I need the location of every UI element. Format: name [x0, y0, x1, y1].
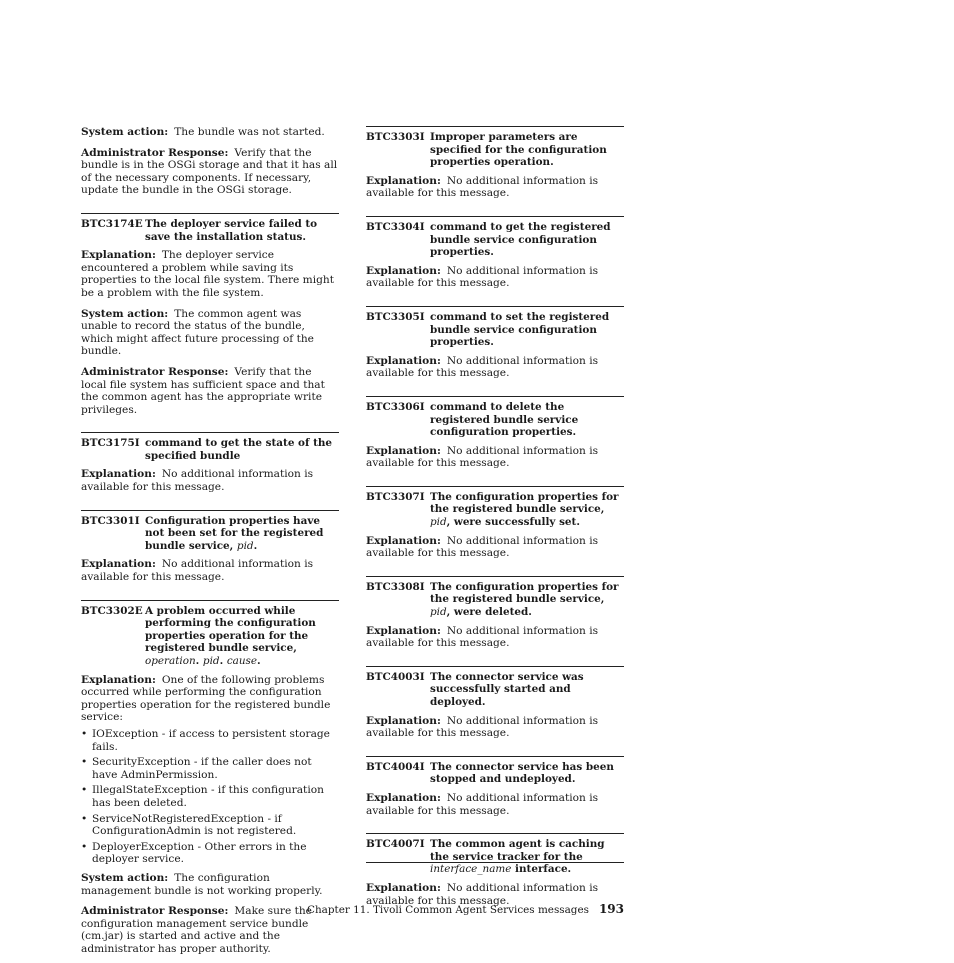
- title-variable: pid: [236, 539, 254, 552]
- message-title: The deployer service failed to save the installation status.: [145, 217, 318, 243]
- message-btc3175i: [81, 432, 339, 493]
- explanation: [366, 355, 624, 380]
- message-title: [430, 838, 624, 876]
- explanation-text: One of the following problems occurred while performing the configuration properties operation for the registered bundle service:: [81, 673, 331, 724]
- explanation-text: No additional information is available for this message.: [81, 558, 314, 584]
- explanation-label: Explanation:: [366, 714, 441, 727]
- explanation-label: Explanation:: [81, 558, 156, 571]
- admin-response-label: Administrator Response:: [81, 365, 229, 378]
- admin-response: [81, 366, 339, 416]
- message-btc3307i: [366, 486, 624, 560]
- message-id: BTC3304I: [366, 220, 425, 233]
- explanation: [81, 468, 339, 493]
- explanation: [366, 445, 624, 470]
- list-item: • ServiceNotRegisteredException - if ConfigurationAdmin is not registered.: [81, 813, 339, 838]
- explanation-text: No additional information is available for this message.: [366, 264, 599, 290]
- explanation: [366, 535, 624, 560]
- explanation-text: No additional information is available for this message.: [366, 881, 599, 907]
- title-text: Configuration properties have not been set for the registered bundle service,: [145, 514, 324, 552]
- list-item: • IOException - if access to persistent storage fails.: [81, 728, 339, 753]
- title-variable: pid: [430, 606, 447, 619]
- message-title: command to get the registered bundle service configuration properties.: [430, 220, 611, 259]
- message-title: The connector service has been stopped and undeployed.: [430, 760, 614, 786]
- message-id: BTC3306I: [366, 400, 425, 413]
- explanation-text: No additional information is available for this message.: [366, 624, 599, 650]
- message-id: BTC4007I: [366, 838, 425, 851]
- explanation: [366, 792, 624, 817]
- message-id: BTC4003I: [366, 670, 425, 683]
- message-id: BTC3302E: [81, 604, 143, 617]
- system-action-label: System action:: [81, 126, 169, 138]
- message-title: [430, 491, 624, 529]
- system-action: [81, 308, 339, 358]
- message-btc3308i: [366, 576, 624, 650]
- list-item: • IllegalStateException - if this configuration has been deleted.: [81, 784, 339, 809]
- page-number: 193: [598, 902, 624, 916]
- explanation: [81, 558, 339, 583]
- admin-response-label: Administrator Response:: [81, 905, 229, 918]
- explanation-text: No additional information is available for this message.: [366, 714, 599, 740]
- title-end: , were deleted.: [446, 606, 532, 619]
- system-action-label: System action:: [81, 307, 169, 320]
- title-text: The common agent is caching the service tracker for the: [430, 838, 605, 863]
- title-variable: pid: [430, 516, 447, 529]
- explanation-text: No additional information is available for this message.: [366, 354, 599, 380]
- title-variable: pid: [202, 655, 220, 667]
- message-id: BTC4004I: [366, 760, 425, 773]
- explanation: [366, 625, 624, 650]
- explanation: [366, 175, 624, 200]
- explanation-text: No additional information is available for this message.: [366, 791, 599, 817]
- message-btc3306i: [366, 396, 624, 470]
- system-action-label: System action:: [81, 871, 169, 884]
- explanation-label: Explanation:: [81, 673, 156, 686]
- right-column: [366, 126, 624, 915]
- explanation-text: No additional information is available for this message.: [366, 534, 599, 560]
- title-variable: interface_name: [430, 863, 512, 876]
- admin-response-label: Administrator Response:: [81, 146, 229, 159]
- system-action-text: The configuration management bundle is not working properly.: [81, 871, 323, 897]
- system-action-text: The common agent was unable to record the status of the bundle, which might affect future processing of the bundle.: [81, 307, 314, 358]
- title-variable: operation: [145, 655, 196, 667]
- message-id: BTC3303I: [366, 131, 425, 143]
- exception-list: [81, 728, 339, 866]
- explanation-label: Explanation:: [366, 444, 441, 457]
- message-title: command to set the registered bundle service configuration properties.: [430, 310, 610, 349]
- admin-response-text: Verify that the local file system has sufficient space and that the common agent has the appropriate write privileges.: [81, 365, 325, 416]
- message-btc3304i: [366, 216, 624, 290]
- message-id: BTC3175I: [81, 437, 140, 450]
- explanation-text: No additional information is available for this message.: [366, 174, 599, 200]
- message-title: [145, 515, 339, 553]
- system-action-text: The bundle was not started.: [174, 126, 325, 138]
- message-id: BTC3174E: [81, 217, 143, 230]
- chapter-title: Chapter 11. Tivoli Common Agent Services messages: [307, 904, 589, 916]
- list-item: • SecurityException - if the caller does not have AdminPermission.: [81, 756, 339, 781]
- title-text: A problem occurred while performing the configuration properties operation for the registered bundle service,: [145, 604, 316, 655]
- title-text: The configuration properties for the registered bundle service,: [430, 580, 619, 606]
- explanation-label: Explanation:: [366, 264, 441, 277]
- message-btc3305i: [366, 306, 624, 380]
- explanation: [81, 674, 339, 724]
- explanation-label: Explanation:: [81, 249, 156, 262]
- explanation-label: Explanation:: [366, 354, 441, 367]
- message-id: BTC3301I: [81, 514, 140, 527]
- message-id: BTC3308I: [366, 580, 425, 593]
- explanation-label: Explanation:: [366, 534, 441, 547]
- message-title: A problem occurred while performing the configuration properties operation for the registered bundle service, operation. pid. cause.: [145, 604, 316, 667]
- admin-response-text: Make sure the configuration management service bundle (cm.jar) is started and active and the administrator has proper authority.: [81, 905, 312, 955]
- message-btc3301i: [81, 510, 339, 584]
- admin-response-text: Verify that the bundle is in the OSGi storage and that it has all of the necessary components. If necessary, update the bundle in the OSGi storage.: [81, 146, 338, 197]
- explanation-label: Explanation:: [366, 624, 441, 637]
- message-btc4004i: [366, 756, 624, 817]
- left-column: [81, 126, 339, 963]
- explanation-label: Explanation:: [366, 174, 441, 187]
- message-btc4003i: [366, 666, 624, 740]
- system-action: [81, 126, 339, 139]
- explanation-text: No additional information is available for this message.: [81, 468, 314, 494]
- title-variable: cause: [226, 655, 258, 667]
- explanation-text: The deployer service encountered a problem while saving its properties to the local file system. There might be a problem with the file system.: [81, 249, 334, 299]
- explanation-text: No additional information is available for this message.: [366, 444, 599, 470]
- explanation-label: Explanation:: [366, 881, 441, 894]
- title-end: .: [253, 539, 258, 552]
- admin-response: [81, 147, 339, 197]
- explanation-label: Explanation:: [81, 468, 156, 481]
- message-title: [430, 581, 624, 619]
- title-end: interface.: [515, 863, 572, 876]
- message-id: BTC3305I: [366, 310, 425, 323]
- page-footer: [300, 902, 624, 916]
- message-title: command to get the state of the specified bundle: [145, 437, 333, 462]
- explanation: [81, 249, 339, 299]
- message-btc4007i: [366, 833, 624, 907]
- message-btc3303i: [366, 126, 624, 200]
- title-end: , were successfully set.: [446, 516, 580, 529]
- message-btc3174e: [81, 213, 339, 416]
- message-title: The connector service was successfully started and deployed.: [430, 670, 584, 708]
- explanation-label: Explanation:: [366, 791, 441, 804]
- explanation: [366, 715, 624, 740]
- title-text: The configuration properties for the registered bundle service,: [430, 490, 619, 516]
- message-title: Improper parameters are specified for the configuration properties operation.: [430, 131, 607, 169]
- system-action: [81, 872, 339, 897]
- message-id: BTC3307I: [366, 490, 425, 503]
- end-rule: [366, 862, 624, 863]
- list-item: • DeployerException - Other errors in the deployer service.: [81, 841, 339, 866]
- message-title: command to delete the registered bundle service configuration properties.: [430, 400, 579, 439]
- explanation: [366, 265, 624, 290]
